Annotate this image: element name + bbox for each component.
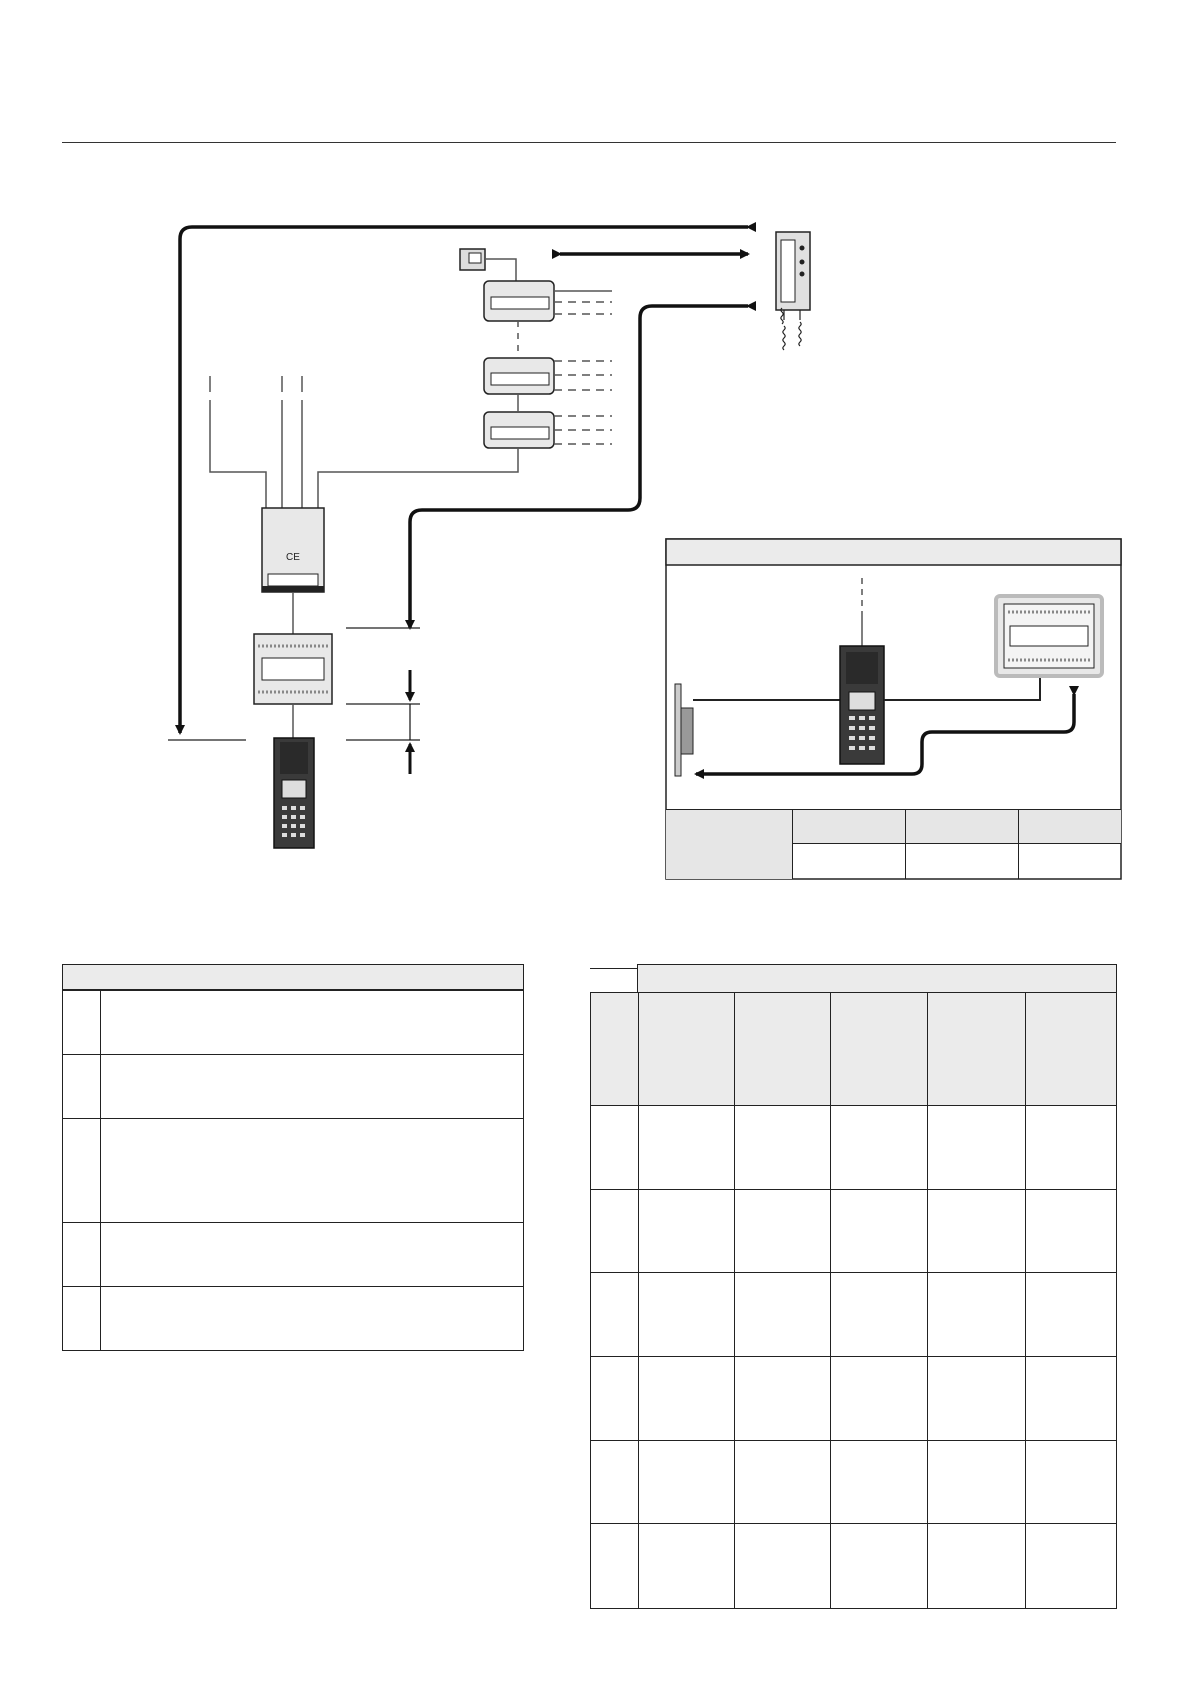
control-unit (254, 634, 332, 704)
handset (776, 232, 810, 350)
grid-cell (639, 1357, 735, 1441)
mains-lines (210, 376, 518, 508)
power-supply (262, 508, 324, 592)
inset-spec-value-2 (905, 844, 1018, 879)
legend-table-header (63, 965, 523, 990)
legend-row (63, 1054, 523, 1118)
legend-row-number (63, 1055, 101, 1118)
grid-cell (639, 1273, 735, 1357)
grid-cell (591, 1524, 639, 1608)
grid-cell (1026, 1524, 1116, 1608)
grid-header-cell (639, 993, 735, 1106)
inset-spec-value-3 (1018, 844, 1121, 879)
inset-door-station (840, 646, 884, 764)
grid-header-cell (1026, 993, 1116, 1106)
inset-control-module (996, 596, 1102, 676)
distributor-3 (484, 412, 612, 448)
grid-cell (735, 1441, 831, 1525)
distributor-2 (484, 358, 612, 394)
grid-cell (928, 1357, 1026, 1441)
grid-cell (928, 1273, 1026, 1357)
legend-row-text (101, 1223, 523, 1286)
grid-cell (639, 1190, 735, 1274)
grid-header-cell (735, 993, 831, 1106)
grid-cell (1026, 1441, 1116, 1525)
door-station (274, 738, 314, 848)
grid-cell (831, 1273, 928, 1357)
legend-table (62, 964, 524, 1351)
legend-row-number (63, 991, 101, 1054)
grid-cell (591, 1273, 639, 1357)
grid-cell (735, 1357, 831, 1441)
grid-cell (591, 1357, 639, 1441)
grid-cell (831, 1106, 928, 1190)
distributor-1 (484, 281, 612, 321)
grid-cell (831, 1524, 928, 1608)
legend-row (63, 1118, 523, 1222)
ce-mark: CE (286, 552, 300, 563)
inset-spec-table (666, 809, 1121, 879)
grid-cell (831, 1441, 928, 1525)
grid-cell (928, 1106, 1026, 1190)
legend-row-number (63, 1119, 101, 1222)
legend-row-text (101, 1119, 523, 1222)
inset-spec-label-cell (666, 810, 792, 879)
legend-row (63, 1222, 523, 1286)
grid-cell (1026, 1357, 1116, 1441)
grid-header-cell (591, 993, 639, 1106)
legend-row-text (101, 1055, 523, 1118)
legend-row-number (63, 1287, 101, 1350)
grid-cell (639, 1524, 735, 1608)
grid-cell (1026, 1273, 1116, 1357)
legend-row (63, 1286, 523, 1350)
legend-row (63, 990, 523, 1054)
grid-cell (591, 1441, 639, 1525)
grid-cell (928, 1524, 1026, 1608)
grid-cell (1026, 1190, 1116, 1274)
grid-cell (928, 1190, 1026, 1274)
inset-spec-head-1 (792, 810, 905, 844)
grid-header-cell (928, 993, 1026, 1106)
grid-table-tab (590, 968, 638, 992)
grid-cell (639, 1106, 735, 1190)
inset-spec-head-2 (905, 810, 1018, 844)
grid-cell (831, 1190, 928, 1274)
grid-header-cell (831, 993, 928, 1106)
grid-cell (735, 1106, 831, 1190)
grid-cell (639, 1441, 735, 1525)
grid-cell (831, 1357, 928, 1441)
grid-cell (735, 1524, 831, 1608)
legend-row-number (63, 1223, 101, 1286)
grid-cell (591, 1106, 639, 1190)
inset-spec-value-1 (792, 844, 905, 879)
grid-table-header (637, 964, 1117, 992)
grid-cell (735, 1190, 831, 1274)
grid-table (590, 992, 1117, 1609)
legend-row-text (101, 1287, 523, 1350)
transformer-module (460, 249, 516, 282)
grid-cell (735, 1273, 831, 1357)
legend-row-text (101, 991, 523, 1054)
grid-cell (1026, 1106, 1116, 1190)
grid-cell (591, 1190, 639, 1274)
grid-cell (928, 1441, 1026, 1525)
inset-spec-head-3 (1018, 810, 1121, 844)
